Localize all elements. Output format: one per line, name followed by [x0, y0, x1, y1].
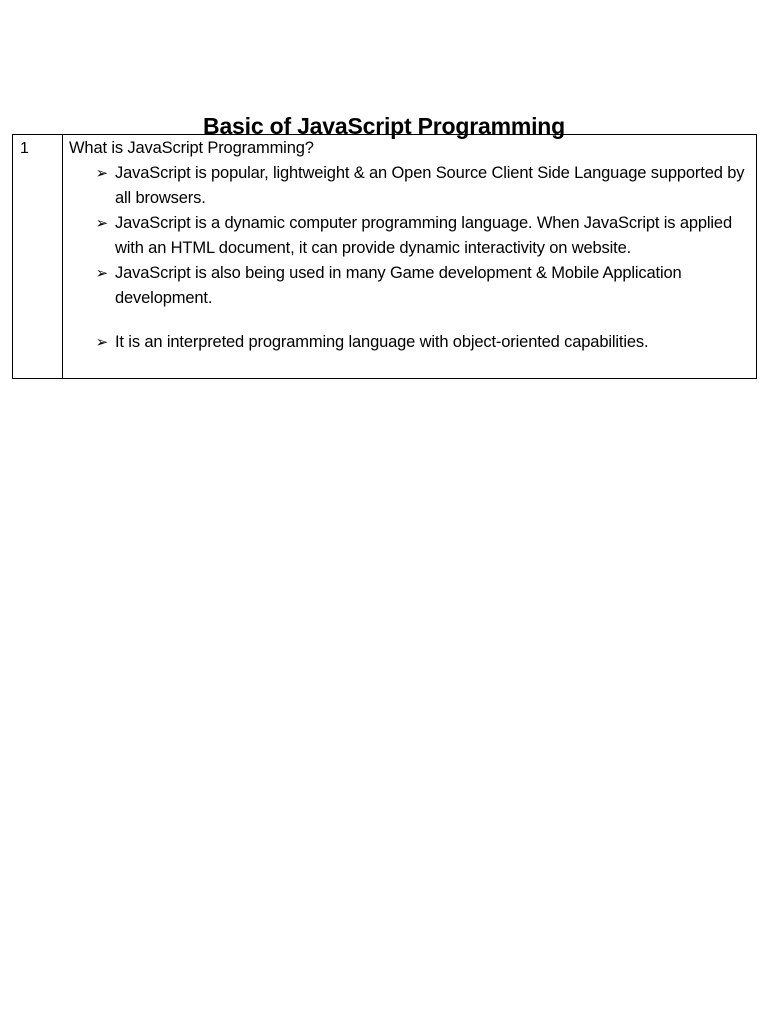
bullet-list — [69, 161, 756, 355]
question-heading: What is JavaScript Programming? — [69, 139, 314, 157]
bullet-text: It is an interpreted programming language with object-oriented capabilities. — [115, 333, 649, 351]
bullet-text: JavaScript is also being used in many Game development & Mobile Application development. — [115, 264, 682, 307]
arrow-bullet-icon: ➢ — [95, 165, 108, 182]
arrow-bullet-icon: ➢ — [95, 265, 108, 282]
row-number-cell: 1 — [13, 135, 63, 378]
bullet-item — [69, 330, 756, 355]
bullet-text: JavaScript is a dynamic computer programming language. When JavaScript is applied with an HTML document, it can provide dynamic interactivity on website. — [115, 214, 732, 257]
arrow-bullet-icon: ➢ — [95, 334, 108, 351]
bullet-text: JavaScript is popular, lightweight & an Open Source Client Side Language supported by all browsers. — [115, 164, 745, 207]
bullet-item — [69, 161, 756, 211]
qa-table — [12, 134, 757, 379]
bullet-item — [69, 211, 756, 261]
bullet-item — [69, 261, 756, 311]
arrow-bullet-icon: ➢ — [95, 215, 108, 232]
document-title: Basic of JavaScript Programming — [203, 113, 565, 140]
row-content-cell — [63, 135, 756, 378]
